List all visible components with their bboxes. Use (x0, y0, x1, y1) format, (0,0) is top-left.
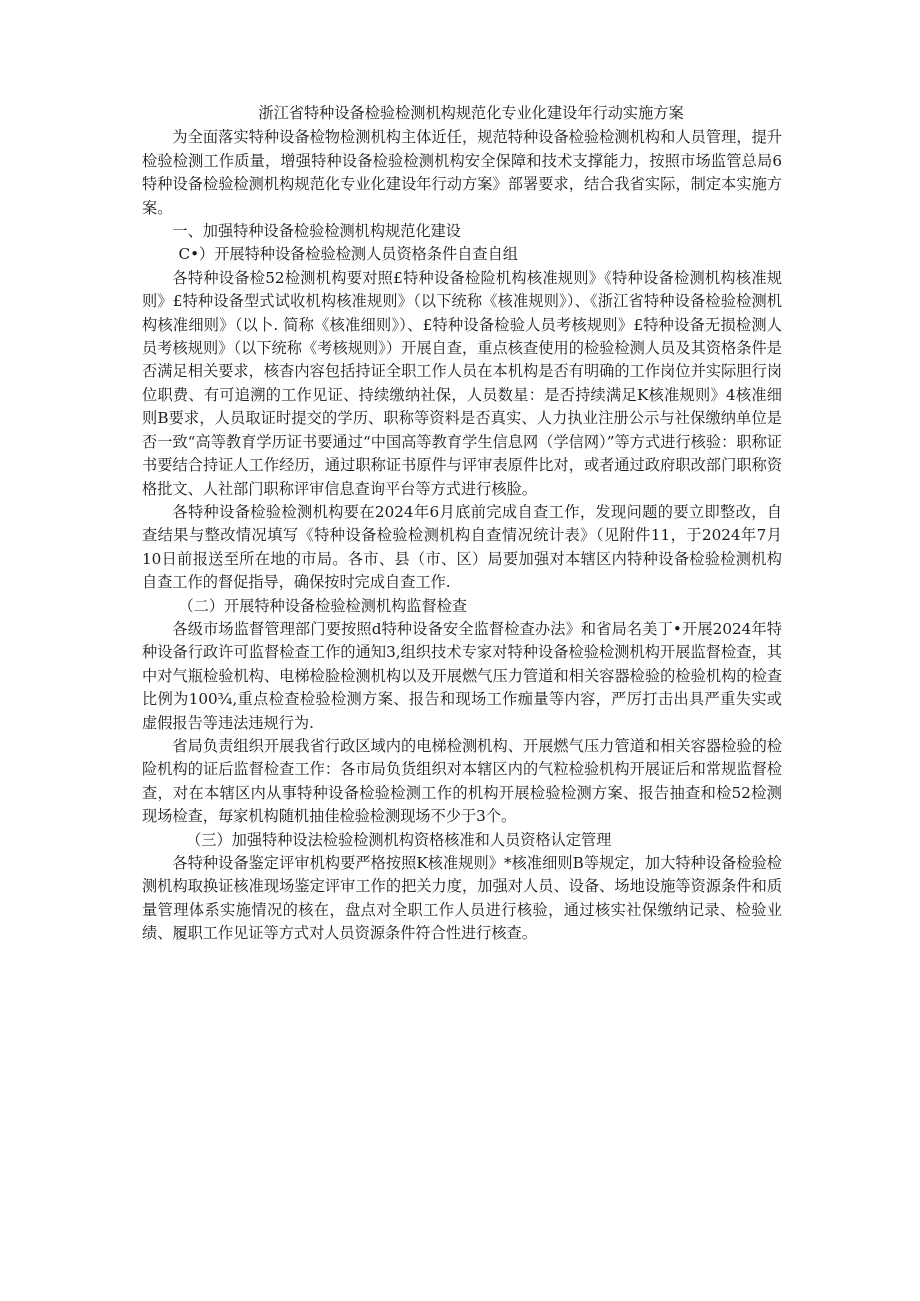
subsection-1-heading: C•）开展特种设备检验检测人员资格条件自查自组 (178, 245, 518, 264)
document-page (142, 102, 782, 946)
subsection-3-heading: （三）加强特种设法检验检测机构资格核准和人员资格认定管理 (186, 830, 612, 849)
subsection-2-paragraph-1: 各级市场监督管理部门要按照d特种设备安全监督检查办法》和省局名美丁•开展2024年特种设备行政许可监督检查工作的通知3,组织技术专家对特种设备检验检测机构开展监督检查，其中对气瓶检验机构、电梯检脸检测机构以及开展燃气压力管道和相关容器检验的检验机构的检查比例为100¾,重点检查检验检测方案、报告和现场工作痂量等内容，严厉打击出具严重失实或虚假报告等违法违规行为. (142, 619, 782, 732)
subsection-1-paragraph-2: 各特种设备检验检测机构要在2024年6月底前完成自查工作，发现问题的要立即整改，自查结果与整改情况填写《特种设备检验检测机构自查情况统计表》（见附件11，于2024年7月10日前报送至所在地的市局。各市、县（市、区）局要加强对本辖区内特种设备检验检测机构自查工作的督促指导，确保按时完成自查工作. (142, 502, 782, 592)
subsection-2-paragraph-2: 省局负责组织开展我省行政区域内的电梯检测机构、开展燃气压力管道和相关容器检验的检险机构的证后监督检查工作：各市局负货组织对本辖区内的气粒检验机构开展证后和常规监督检查，对在本辖区内从事特种设备检验检测工作的机构开展检验检测方案、报告抽查和检52检测现场检查，毎家机构随机抽佳检验检测现场不少于3个。 (142, 736, 782, 826)
intro-paragraph: 为全面落实特种设备检物检测机构主体近任，规范特种设备检验检测机构和人员管理，提升检验检测工作质量，增强特种设备检验检测机构安全保障和技术支撑能力，按照市场监管总局6特种设备检验检测机构规范化专业化建设年行动方案》部署要求，结合我省实际，制定本实施方案。 (142, 128, 782, 217)
subsection-3-paragraph-1: 各特种设备鉴定评审机构要严格按照K核准规则》*核准细则B等规定，加大特种设备检验检测机构取换证核准现场鉴定评审工作的把关力度，加强对人员、设备、场地设施等资源条件和质量管理体系实施情况的核在，盘点对全职工作人员进行核验，通过核实社保缴纳记录、检验业绩、履职工作见证等方式对人员资源条件符合性进行核查。 (142, 854, 782, 943)
section-1-heading: 一、加强特种设备检验检测机构规范化建设 (172, 222, 461, 241)
subsection-2-heading: （二）开展特种设备检验检测机构监督检查 (178, 596, 468, 615)
document-title: 浙江省特种设备检验检测机构规范化专业化建设年行动实施方案 (258, 104, 684, 122)
subsection-1-paragraph-1: 各特种设备检52检测机构要对照£特种设备检险机构核准规则》《特种设备检测机构核准规则》£特种设备型式试收机构核准规则》（以下统称《核准规则》）、《浙江省特种设备检验检测机构核准细则》（以卜. 简称《核准细则》）、£特种设备检验人员考核规则》£特种设备无损检测人员考核规则》（以下统称《考核规则》）开展自查，重点核查使用的检验检测人员及其资格条件是否满足相关要求，核杳内容包括持证全职工作人员在本机构是否有明确的工作岗位并实际胆行岗位职费、有可追溯的工作见证、持续缴纳社保，人员数星：是否持续满足K核准规则》4核准细则B要求，人员取证时提交的学历、职称等资料是否真实、人力执业注册公示与社保缴纳单位是否一致“高等教育学历证书要通过“中国高等教育学生信息网（学信网）”等方式进行核验：职称证书要结合持证人工作经历，通过职称证书原件与评审表原件比对，或者通过政府职改部门职称资格批文、人社部门职称评审信息查询平台等方式进行核脸。 (142, 268, 782, 498)
